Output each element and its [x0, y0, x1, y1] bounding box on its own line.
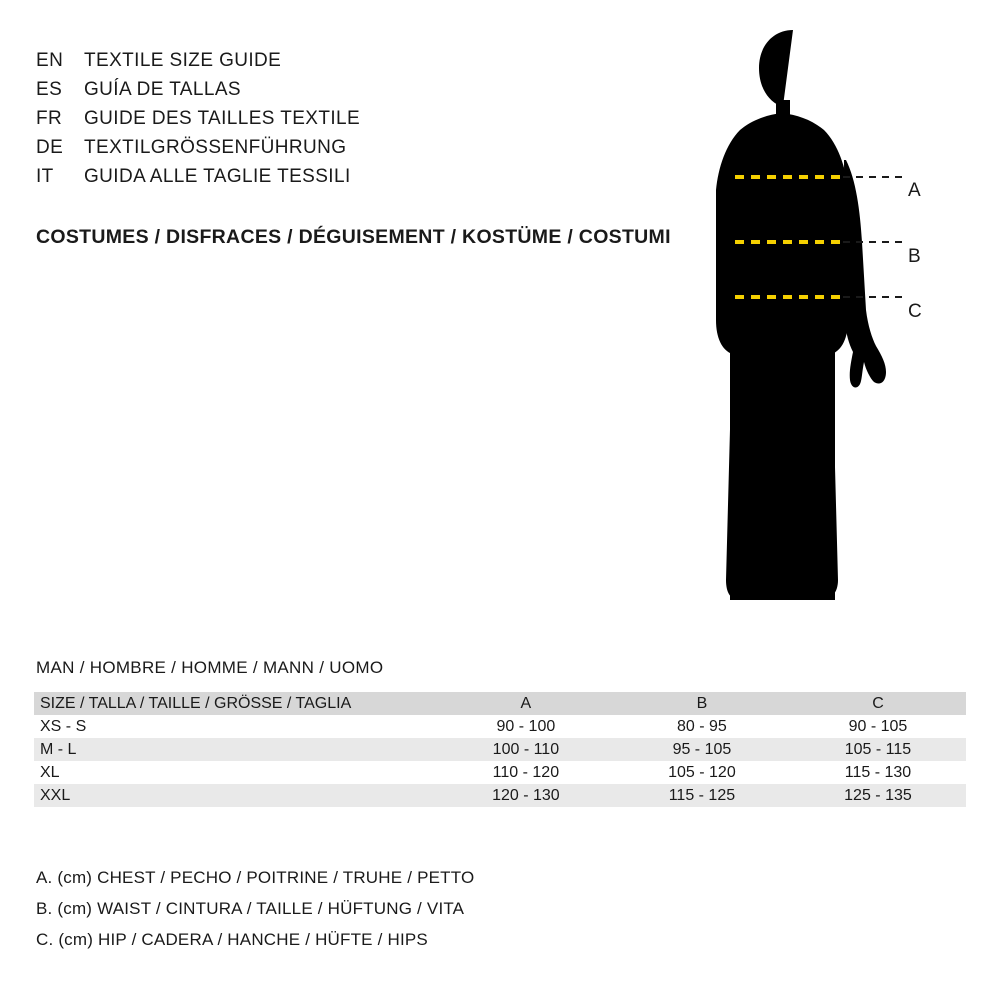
table-cell-b: 105 - 120	[668, 763, 736, 781]
language-code-en: EN	[36, 50, 64, 71]
language-row-it	[36, 166, 636, 195]
male-silhouette-icon	[660, 20, 990, 620]
table-cell-a: 100 - 110	[492, 740, 560, 758]
language-text-de: TEXTILGRÖSSENFÜHRUNG	[84, 137, 347, 158]
language-text-en: TEXTILE SIZE GUIDE	[84, 50, 282, 71]
table-cell-b: 95 - 105	[672, 740, 732, 758]
body-figure	[660, 20, 990, 620]
table-cell-size: XXL	[40, 786, 71, 804]
measurement-notes	[36, 862, 474, 955]
table-cell-c: 125 - 135	[844, 786, 912, 804]
language-code-de: DE	[36, 137, 64, 158]
table-row	[34, 738, 966, 761]
table-cell-b: 80 - 95	[677, 717, 727, 735]
language-list	[36, 50, 636, 195]
language-row-en	[36, 50, 636, 79]
table-cell-size: M - L	[40, 740, 77, 758]
category-title: COSTUMES / DISFRACES / DÉGUISEMENT / KOSTÜME / COSTUMI	[36, 226, 671, 248]
language-code-es: ES	[36, 79, 63, 100]
table-cell-a: 110 - 120	[492, 763, 560, 781]
language-row-de	[36, 137, 636, 166]
table-cell-c: 90 - 105	[848, 717, 908, 735]
table-cell-size: XL	[40, 763, 60, 781]
language-text-es: GUÍA DE TALLAS	[84, 79, 241, 100]
table-row	[34, 715, 966, 738]
table-cell-a: 120 - 130	[492, 786, 560, 804]
language-code-it: IT	[36, 166, 54, 187]
table-header-row	[34, 692, 966, 715]
note-b: B. (cm) WAIST / CINTURA / TAILLE / HÜFTUNG / VITA	[36, 899, 465, 918]
table-header-size: SIZE / TALLA / TAILLE / GRÖSSE / TAGLIA	[40, 694, 352, 712]
table-cell-b: 115 - 125	[668, 786, 736, 804]
table-cell-size: XS - S	[40, 717, 87, 735]
measure-label-a: A	[908, 180, 921, 201]
language-text-it: GUIDA ALLE TAGLIE TESSILI	[84, 166, 351, 187]
table-row	[34, 784, 966, 807]
table-header-b: B	[696, 694, 708, 712]
table-header-a: A	[520, 694, 532, 712]
table-cell-c: 115 - 130	[844, 763, 912, 781]
table-cell-c: 105 - 115	[844, 740, 912, 758]
note-c: C. (cm) HIP / CADERA / HANCHE / HÜFTE / HIPS	[36, 930, 428, 949]
measure-label-b: B	[908, 246, 921, 267]
language-row-fr	[36, 108, 636, 137]
measure-label-c: C	[908, 301, 922, 322]
language-row-es	[36, 79, 636, 108]
language-text-fr: GUIDE DES TAILLES TEXTILE	[84, 108, 361, 129]
language-code-fr: FR	[36, 108, 63, 129]
table-group-title: MAN / HOMBRE / HOMME / MANN / UOMO	[36, 658, 384, 677]
note-a: A. (cm) CHEST / PECHO / POITRINE / TRUHE / PETTO	[36, 868, 475, 887]
table-cell-a: 90 - 100	[496, 717, 556, 735]
table-row	[34, 761, 966, 784]
table-header-c: C	[872, 694, 884, 712]
size-table	[34, 692, 966, 807]
